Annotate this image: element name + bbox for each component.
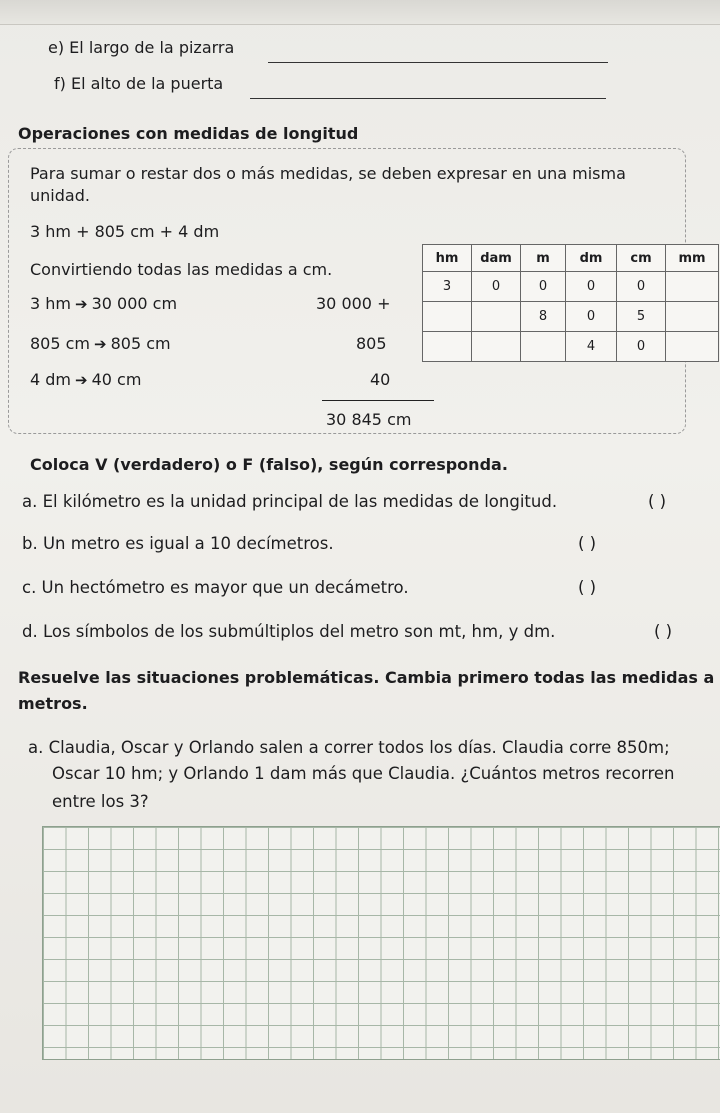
sum-addend-1: 30 000 +: [316, 294, 391, 313]
problem-a-line1: a. Claudia, Oscar y Orlando salen a correr todos los días. Claudia corre 850m;: [28, 738, 670, 757]
conversion-from: 3 hm: [30, 294, 71, 313]
units-row: [423, 332, 719, 362]
unit-cell: 0: [566, 302, 617, 332]
operations-title: Operaciones con medidas de longitud: [18, 124, 359, 143]
operations-expression: 3 hm + 805 cm + 4 dm: [30, 222, 220, 241]
conversion-from: 4 dm: [30, 370, 72, 389]
problems-title-line2: metros.: [18, 694, 88, 713]
unit-header: hm: [423, 245, 472, 272]
unit-cell: 3: [423, 272, 472, 302]
arrow-icon: ➔: [94, 335, 107, 353]
unit-header: dam: [472, 245, 521, 272]
units-row: [423, 272, 719, 302]
unit-cell: [423, 332, 472, 362]
conversion-to: 40 cm: [91, 370, 142, 389]
arrow-icon: ➔: [75, 371, 88, 389]
sum-line: [322, 400, 434, 401]
unit-cell: [423, 302, 472, 332]
measure-e-label: e) El largo de la pizarra: [48, 38, 235, 57]
conversion-row: [30, 370, 141, 389]
problem-a-line3: entre los 3?: [52, 792, 149, 811]
units-header-row: [423, 245, 719, 272]
truefalse-item-b: b. Un metro es igual a 10 decímetros.: [22, 534, 334, 553]
problem-a-line2: Oscar 10 hm; y Orlando 1 dam más que Claudia. ¿Cuántos metros recorren: [52, 764, 675, 783]
units-table: [422, 244, 719, 362]
truefalse-item-a: a. El kilómetro es la unidad principal de las medidas de longitud.: [22, 492, 558, 511]
unit-cell: 0: [617, 272, 666, 302]
unit-cell: 0: [617, 332, 666, 362]
previous-page-edge: [0, 0, 720, 25]
truefalse-answer-c[interactable]: ( ): [578, 578, 597, 597]
conversion-row: [30, 294, 177, 313]
truefalse-answer-a[interactable]: ( ): [648, 492, 667, 511]
unit-cell: 0: [472, 272, 521, 302]
unit-cell: [666, 272, 719, 302]
answer-grid[interactable]: [42, 826, 720, 1060]
truefalse-item-c: c. Un hectómetro es mayor que un decámetro.: [22, 578, 409, 597]
conversion-to: 30 000 cm: [91, 294, 178, 313]
conversion-to: 805 cm: [110, 334, 171, 353]
unit-header: m: [521, 245, 566, 272]
unit-cell: 4: [566, 332, 617, 362]
truefalse-item-d: d. Los símbolos de los submúltiplos del metro son mt, hm, y dm.: [22, 622, 556, 641]
unit-cell: 0: [566, 272, 617, 302]
unit-cell: [472, 302, 521, 332]
operations-intro-line2: unidad.: [30, 186, 90, 205]
measure-f-label: f) El alto de la puerta: [54, 74, 224, 93]
conversion-row: [30, 334, 171, 353]
sum-addend-3: 40: [370, 370, 391, 389]
unit-cell: 5: [617, 302, 666, 332]
unit-cell: [666, 332, 719, 362]
truefalse-answer-d[interactable]: ( ): [654, 622, 673, 641]
measure-e-answer-line[interactable]: [268, 62, 608, 63]
unit-header: dm: [566, 245, 617, 272]
unit-cell: 8: [521, 302, 566, 332]
units-row: [423, 302, 719, 332]
conversion-from: 805 cm: [30, 334, 91, 353]
converting-label: Convirtiendo todas las medidas a cm.: [30, 260, 333, 279]
unit-header: mm: [666, 245, 719, 272]
measure-f-answer-line[interactable]: [250, 98, 606, 99]
unit-cell: 0: [521, 272, 566, 302]
operations-intro-line1: Para sumar o restar dos o más medidas, se deben expresar en una misma: [30, 164, 626, 183]
arrow-icon: ➔: [75, 295, 88, 313]
unit-cell: [666, 302, 719, 332]
sum-result: 30 845 cm: [326, 410, 412, 429]
problems-title-line1: Resuelve las situaciones problemáticas. Cambia primero todas las medidas a: [18, 668, 715, 687]
unit-cell: [521, 332, 566, 362]
unit-header: cm: [617, 245, 666, 272]
truefalse-answer-b[interactable]: ( ): [578, 534, 597, 553]
truefalse-title: Coloca V (verdadero) o F (falso), según corresponda.: [30, 455, 508, 474]
sum-addend-2: 805: [356, 334, 387, 353]
unit-cell: [472, 332, 521, 362]
